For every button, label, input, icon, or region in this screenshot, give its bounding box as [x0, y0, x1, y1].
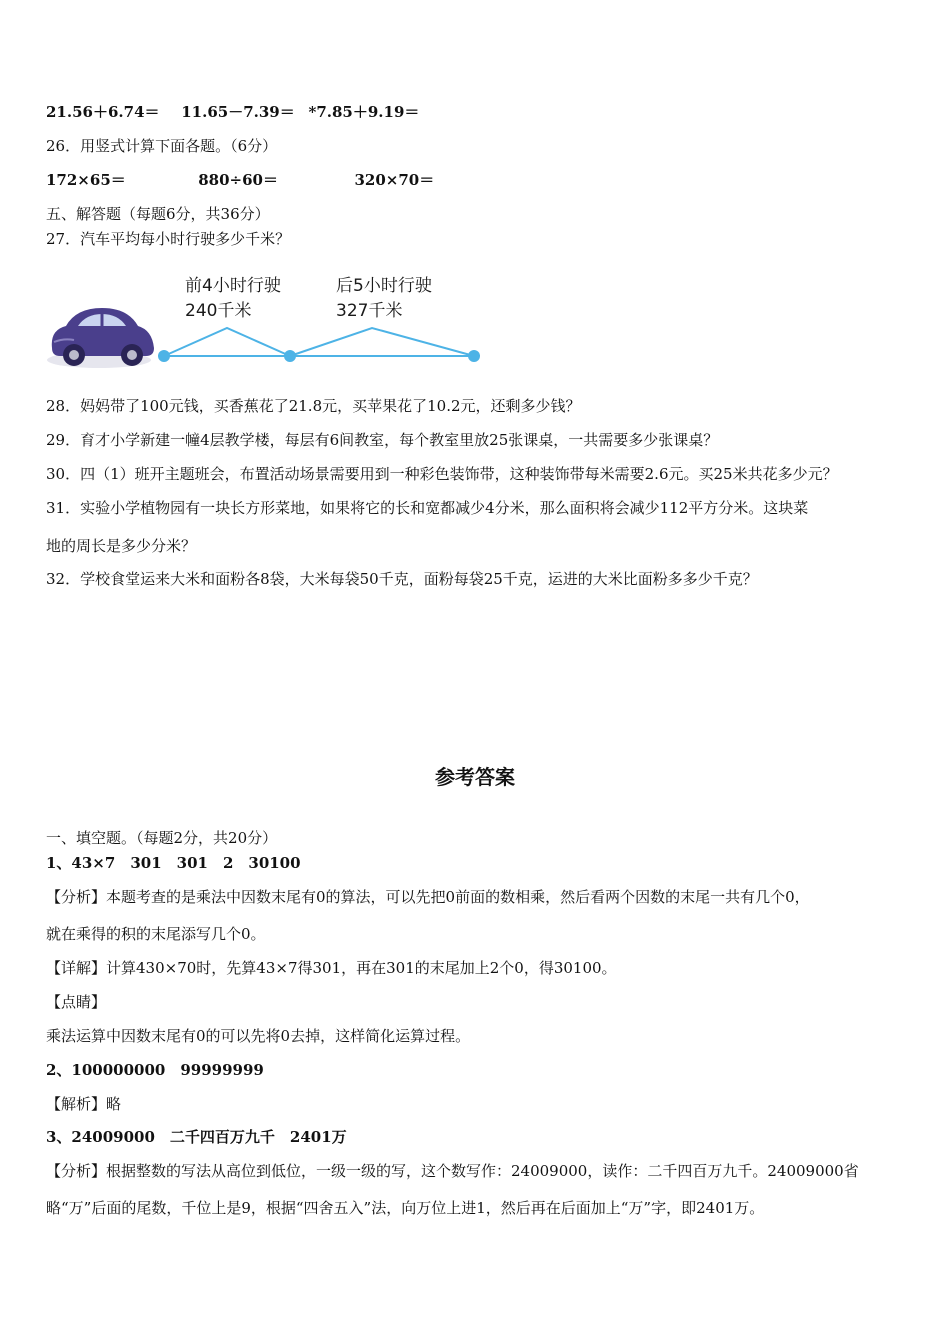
answer-3-analysis-line2: 略“万”后面的尾数，千位上是9，根据“四舍五入”法，向万位上进1，然后再在后面加上“万”字，即2401万。: [46, 1199, 765, 1217]
label-first-segment-line1: 前4小时行驶: [185, 276, 281, 296]
answer-2: 2、100000000 99999999: [46, 1061, 264, 1079]
answer-1-analysis-line1: 【分析】本题考查的是乘法中因数末尾有0的算法，可以先把0前面的数相乘，然后看两个因数的末尾一共有几个0，: [46, 888, 810, 906]
answer-1-remark-title: 【点睛】: [46, 993, 107, 1011]
answer-2-analysis: 【解析】略: [46, 1095, 122, 1113]
car-icon: [47, 308, 154, 368]
mid-point: [284, 350, 296, 362]
section-5-title: 五、解答题（每题6分，共36分）: [46, 205, 270, 223]
segment-1: [164, 328, 290, 356]
q31-text-line2: 地的周长是多少分米？: [46, 537, 197, 555]
q27-text: 27．汽车平均每小时行驶多少千米？: [46, 230, 291, 248]
start-point: [158, 350, 170, 362]
answers-title: 参考答案: [435, 765, 515, 789]
q27-figure: [44, 268, 494, 378]
segment-2: [290, 328, 474, 356]
q30-text: 30．四（1）班开主题班会，布置活动场景需要用到一种彩色装饰带，这种装饰带每米需要2.6元。买25米共花多少元？: [46, 465, 838, 483]
q25-expressions: [46, 102, 419, 122]
answers-section-1-title: 一、填空题。（每题2分，共20分）: [46, 829, 278, 847]
q26-expressions: [46, 170, 434, 190]
q31-text-line1: 31．实验小学植物园有一块长方形菜地，如果将它的长和宽都减少4分米，那么面积将会减少112平方分米。这块菜: [46, 499, 809, 517]
q26-title: 26．用竖式计算下面各题。（6分）: [46, 137, 278, 155]
q26-expr-3: 320×70＝: [354, 171, 435, 189]
answer-3-analysis-line1: 【分析】根据整数的写法从高位到低位，一级一级的写，这个数写作：24009000，读作：二千四百万九千。24009000省: [46, 1162, 859, 1180]
end-point: [468, 350, 480, 362]
q26-expr-1: 172×65＝: [46, 171, 126, 189]
q28-text: 28．妈妈带了100元钱，买香蕉花了21.8元，买苹果花了10.2元，还剩多少钱？: [46, 397, 581, 415]
answer-1: 1、43×7 301 301 2 30100: [46, 854, 301, 872]
q25-expr-3: *7.85＋9.19＝: [308, 103, 420, 121]
q32-text: 32．学校食堂运来大米和面粉各8袋，大米每袋50千克，面粉每袋25千克，运进的大米比面粉多多少千克？: [46, 570, 758, 588]
q25-expr-1: 21.56＋6.74＝: [46, 103, 160, 121]
label-second-segment-line1: 后5小时行驶: [336, 276, 432, 296]
answer-1-remark: 乘法运算中因数末尾有0的可以先将0去掉，这样简化运算过程。: [46, 1027, 471, 1045]
label-second-segment-line2: 327千米: [336, 301, 403, 321]
label-first-segment-line2: 240千米: [185, 301, 252, 321]
answer-3: 3、24009000 二千四百万九千 2401万: [46, 1128, 347, 1146]
answer-1-detail: 【详解】计算430×70时，先算43×7得301，再在301的末尾加上2个0，得30100。: [46, 959, 617, 977]
q26-expr-2: 880÷60＝: [198, 171, 278, 189]
answer-1-analysis-line2: 就在乘得的积的末尾添写几个0。: [46, 925, 266, 943]
q25-expr-2: 11.65－7.39＝: [181, 103, 295, 121]
q29-text: 29．育才小学新建一幢4层教学楼，每层有6间教室，每个教室里放25张课桌，一共需要多少张课桌？: [46, 431, 719, 449]
